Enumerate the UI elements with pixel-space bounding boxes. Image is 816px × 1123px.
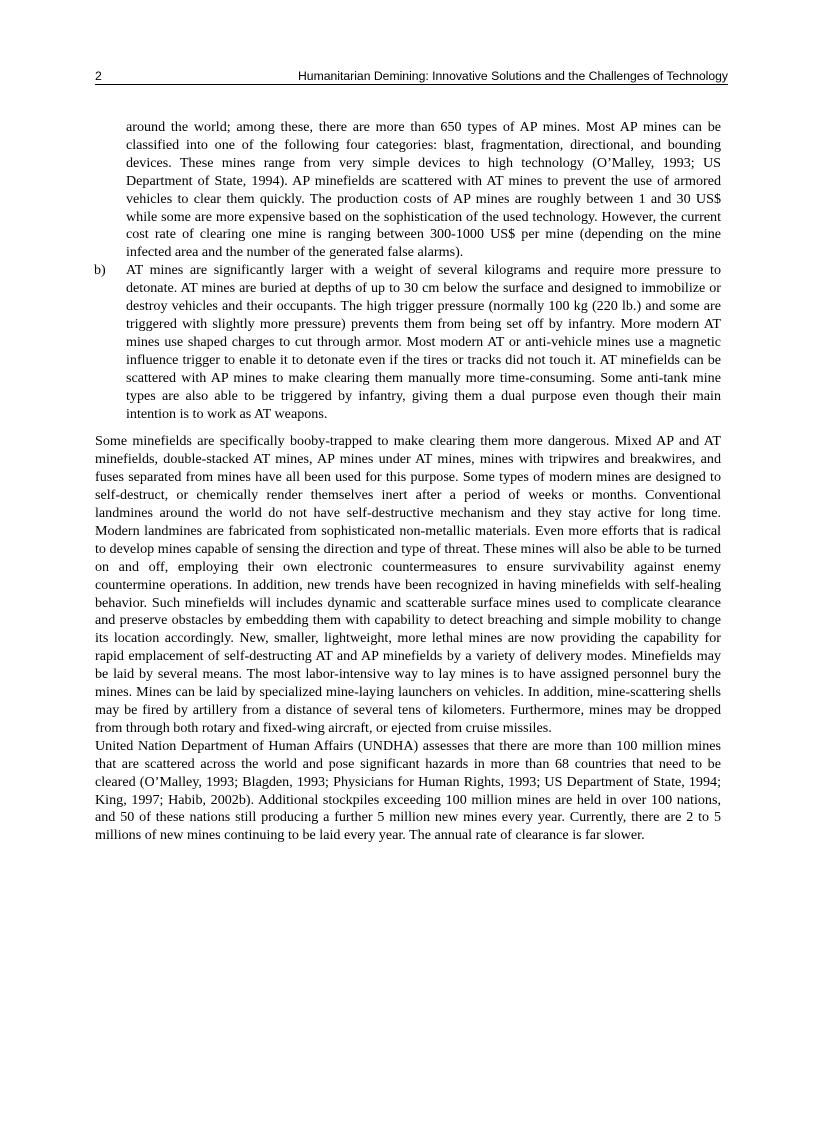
paragraph-undha: United Nation Department of Human Affairs (UNDHA) assesses that there are more than 100 million mines that are scattered across the world and pose significant hazards in more than 68 countries that need to be cleared (O’Malley, 1993; Blagden, 1993; Physicians for Human Rights, 1993; US Department of State, 1994; King, 1997; Habib, 2002b). Additional stockpiles exceeding 100 million mines are held in over 100 nations, and 50 of these nations still producing a further 5 million new mines every year. Currently, there are 2 to 5 millions of new mines continuing to be laid every year. The annual rate of clearance is far slower. — [95, 737, 721, 844]
body-text — [95, 119, 721, 845]
list-item-text: around the world; among these, there are more than 650 types of AP mines. Most AP mines can be classified into one of the following four categories: blast, fragmentation, directional, and bounding devices. These mines range from very simple devices to high technology (O’Malley, 1993; US Department of State, 1994). AP minefields are scattered with AT mines to prevent the use of armored vehicles to clear them quickly. The production costs of AP mines are roughly between 1 and 30 US$ while some are more expensive based on the sophistication of the used technology. However, the current cost rate of clearing one mine is ranging between 300-1000 US$ per mine (depending on the mine infected area and the number of the generated false alarms). — [126, 119, 721, 261]
list-item-text: AT mines are significantly larger with a weight of several kilograms and require more pressure to detonate. AT mines are buried at depths of up to 30 cm below the surface and designed to immobilize or destroy vehicles and their occupants. The high trigger pressure (normally 100 kg (220 lb.) and some are triggered with slightly more pressure) prevents them from being set off by infantry. More modern AT mines use shaped charges to cut through armor. Most modern AT or anti-vehicle mines use a magnetic influence trigger to enable it to detonate even if the tires or tracks did not touch it. AT minefields can be scattered with AP mines to make clearing them manually more time-consuming. Some anti-tank mine types are also able to be triggered by infantry, giving them a dual purpose even though their main intention is to work as AT weapons. — [126, 262, 721, 422]
list-item-continued — [95, 119, 721, 262]
list-item-b — [95, 262, 721, 423]
running-title: Humanitarian Demining: Innovative Solutions and the Challenges of Technology — [298, 69, 728, 83]
paragraph-minefields: Some minefields are specifically booby-trapped to make clearing them more dangerous. Mixed AP and AT minefields, double-stacked AT mines, AP mines under AT mines, mines with tripwires and breakwires, and fuses separated from mines have all been used for this purpose. Some types of modern mines are designed to self-destruct, or chemically render themselves inert after a period of weeks or months. Conventional landmines around the world do not have self-destructive mechanism and they stay active for long time. Modern landmines are fabricated from sophisticated non-metallic materials. Even more efforts that is radical to develop mines capable of sensing the direction and type of threat. These mines will also be able to be turned on and off, employing their own electronic countermeasures to ensure survivability against enemy countermine operations. In addition, new trends have been recognized in having minefields with self-healing behavior. Such minefields will includes dynamic and scatterable surface mines used to complicate clearance and preserve obstacles by embedding them with capability to detect breaching and simple mobility to change its location accordingly. New, smaller, lightweight, more lethal mines are now providing the capability for rapid emplacement of self-destructing AT and AP minefields by a variety of delivery modes. Minefields may be laid by several means. The most labor-intensive way to lay mines is to have assigned personnel bury the mines. Mines can be laid by specialized mine-laying launchers on vehicles. In addition, mine-scattering shells may be fired by artillery from a distance of several tens of kilometers. Furthermore, mines may be dropped from through both rotary and fixed-wing aircraft, or ejected from cruise missiles. — [95, 433, 721, 736]
list-marker: b) — [94, 262, 106, 279]
page-number: 2 — [95, 69, 102, 83]
running-header — [95, 66, 728, 85]
